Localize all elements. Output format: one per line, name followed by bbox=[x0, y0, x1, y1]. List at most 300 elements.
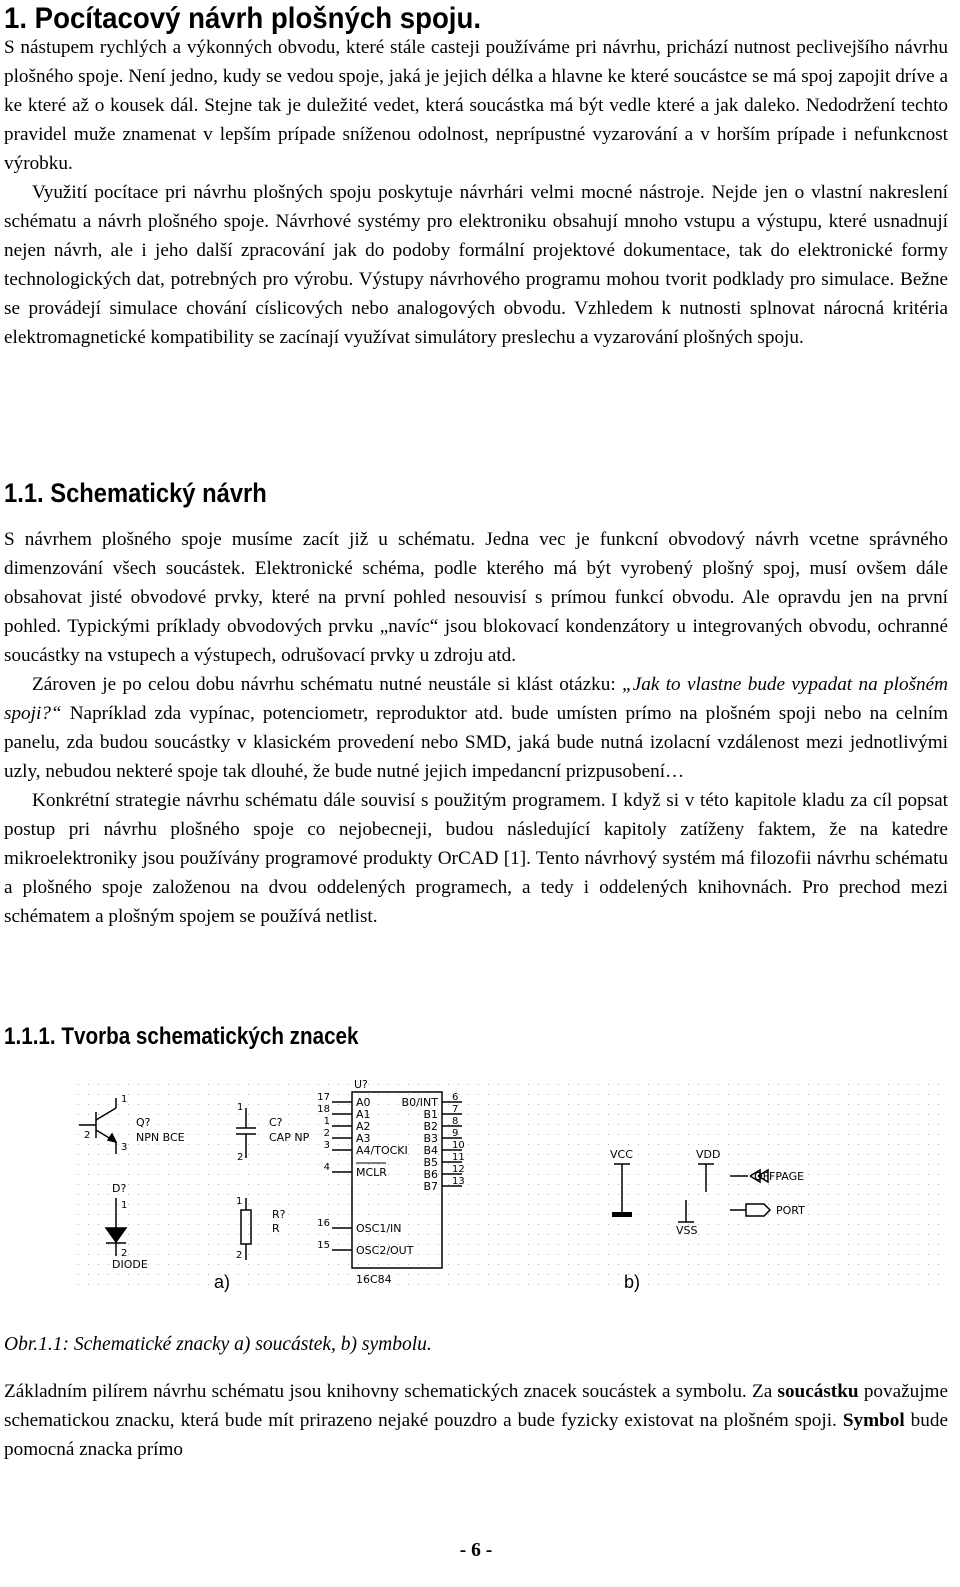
grid-dot bbox=[468, 1134, 469, 1135]
grid-dot bbox=[288, 1234, 289, 1235]
grid-dot bbox=[468, 1234, 469, 1235]
grid-dot bbox=[618, 1094, 619, 1095]
grid-dot bbox=[768, 1214, 769, 1215]
grid-dot bbox=[418, 1274, 419, 1275]
grid-dot bbox=[938, 1174, 939, 1175]
transistor-symbol bbox=[79, 1098, 116, 1154]
ic-right-pin-name: B3 bbox=[423, 1132, 438, 1145]
grid-dot bbox=[858, 1194, 859, 1195]
grid-dot bbox=[628, 1144, 629, 1145]
grid-dot bbox=[818, 1274, 819, 1275]
grid-dot bbox=[438, 1124, 439, 1125]
grid-dot bbox=[368, 1164, 369, 1165]
grid-dot bbox=[788, 1084, 789, 1085]
grid-dot bbox=[938, 1184, 939, 1185]
grid-dot bbox=[548, 1274, 549, 1275]
grid-dot bbox=[698, 1104, 699, 1105]
grid-dot bbox=[488, 1214, 489, 1215]
grid-dot bbox=[228, 1224, 229, 1225]
grid-dot bbox=[138, 1094, 139, 1095]
grid-dot bbox=[558, 1194, 559, 1195]
grid-dot bbox=[918, 1234, 919, 1235]
ic-left-pin-name: A1 bbox=[356, 1108, 371, 1121]
grid-dot bbox=[88, 1274, 89, 1275]
grid-dot bbox=[808, 1224, 809, 1225]
grid-dot bbox=[488, 1274, 489, 1275]
ic-right-pin-name: B7 bbox=[423, 1180, 438, 1193]
grid-dot bbox=[808, 1254, 809, 1255]
grid-dot bbox=[168, 1224, 169, 1225]
grid-dot bbox=[548, 1244, 549, 1245]
grid-dot bbox=[938, 1104, 939, 1105]
grid-dot bbox=[488, 1124, 489, 1125]
grid-dot bbox=[468, 1264, 469, 1265]
ic-left-pin-name: OSC2/OUT bbox=[356, 1244, 414, 1257]
grid-dot bbox=[888, 1154, 889, 1155]
grid-dot bbox=[548, 1194, 549, 1195]
grid-dot bbox=[88, 1194, 89, 1195]
grid-dot bbox=[878, 1264, 879, 1265]
grid-dot bbox=[928, 1154, 929, 1155]
grid-dot bbox=[528, 1234, 529, 1235]
grid-dot bbox=[348, 1104, 349, 1105]
grid-dot bbox=[108, 1134, 109, 1135]
grid-dot bbox=[508, 1184, 509, 1185]
grid-dot bbox=[388, 1084, 389, 1085]
grid-dot bbox=[938, 1274, 939, 1275]
grid-dot bbox=[588, 1274, 589, 1275]
section-paragraph-2 bbox=[4, 670, 948, 786]
grid-dot bbox=[938, 1254, 939, 1255]
grid-dot bbox=[288, 1154, 289, 1155]
res-value: R bbox=[272, 1222, 280, 1235]
grid-dot bbox=[768, 1184, 769, 1185]
grid-dot bbox=[798, 1114, 799, 1115]
grid-dot bbox=[538, 1164, 539, 1165]
grid-dot bbox=[668, 1154, 669, 1155]
grid-dot bbox=[528, 1254, 529, 1255]
grid-dot bbox=[578, 1274, 579, 1275]
grid-dot bbox=[698, 1134, 699, 1135]
grid-dot bbox=[308, 1264, 309, 1265]
grid-dot bbox=[298, 1154, 299, 1155]
grid-dot bbox=[878, 1094, 879, 1095]
grid-dot bbox=[498, 1204, 499, 1205]
grid-dot bbox=[868, 1164, 869, 1165]
grid-dot bbox=[818, 1084, 819, 1085]
grid-dot bbox=[468, 1204, 469, 1205]
grid-dot bbox=[558, 1164, 559, 1165]
grid-dot bbox=[868, 1154, 869, 1155]
ic-right-pin-number: 10 bbox=[452, 1140, 465, 1151]
grid-dot bbox=[898, 1254, 899, 1255]
grid-dot bbox=[338, 1234, 339, 1235]
paragraph-2-start: Zároven je po celou dobu návrhu schématu nutné neustále si klást otázku: bbox=[32, 674, 623, 695]
grid-dot bbox=[668, 1084, 669, 1085]
grid-dot bbox=[888, 1084, 889, 1085]
grid-dot bbox=[188, 1114, 189, 1115]
grid-dot bbox=[308, 1284, 309, 1285]
grid-dot bbox=[278, 1194, 279, 1195]
grid-dot bbox=[278, 1164, 279, 1165]
grid-dot bbox=[848, 1124, 849, 1125]
grid-dot bbox=[798, 1254, 799, 1255]
grid-dot bbox=[568, 1114, 569, 1115]
grid-dot bbox=[268, 1104, 269, 1105]
grid-dot bbox=[728, 1084, 729, 1085]
grid-dot bbox=[638, 1264, 639, 1265]
grid-dot bbox=[548, 1174, 549, 1175]
grid-dot bbox=[708, 1284, 709, 1285]
grid-dot bbox=[818, 1194, 819, 1195]
grid-dot bbox=[338, 1164, 339, 1165]
grid-dot bbox=[588, 1094, 589, 1095]
grid-dot bbox=[258, 1244, 259, 1245]
grid-dot bbox=[768, 1254, 769, 1255]
grid-dot bbox=[228, 1244, 229, 1245]
grid-dot bbox=[468, 1154, 469, 1155]
grid-dot bbox=[478, 1204, 479, 1205]
grid-dot bbox=[578, 1114, 579, 1115]
grid-dot bbox=[598, 1104, 599, 1105]
resistor-symbol bbox=[241, 1198, 251, 1260]
grid-dot bbox=[378, 1124, 379, 1125]
grid-dot bbox=[508, 1214, 509, 1215]
grid-dot bbox=[838, 1204, 839, 1205]
grid-dot bbox=[828, 1224, 829, 1225]
grid-dot bbox=[738, 1124, 739, 1125]
grid-dot bbox=[288, 1274, 289, 1275]
grid-dot bbox=[888, 1144, 889, 1145]
grid-dot bbox=[648, 1144, 649, 1145]
grid-dot bbox=[518, 1104, 519, 1105]
grid-dot bbox=[178, 1174, 179, 1175]
grid-dot bbox=[478, 1254, 479, 1255]
grid-dot bbox=[188, 1104, 189, 1105]
grid-dot bbox=[758, 1214, 759, 1215]
grid-dot bbox=[618, 1254, 619, 1255]
grid-dot bbox=[238, 1144, 239, 1145]
grid-dot bbox=[648, 1204, 649, 1205]
grid-dot bbox=[208, 1134, 209, 1135]
grid-dot bbox=[738, 1234, 739, 1235]
grid-dot bbox=[228, 1234, 229, 1235]
grid-dot bbox=[318, 1264, 319, 1265]
grid-dot bbox=[258, 1154, 259, 1155]
grid-dot bbox=[388, 1114, 389, 1115]
grid-dot bbox=[708, 1144, 709, 1145]
grid-dot bbox=[598, 1184, 599, 1185]
grid-dot bbox=[928, 1224, 929, 1225]
grid-dot bbox=[458, 1254, 459, 1255]
grid-dot bbox=[538, 1274, 539, 1275]
grid-dot bbox=[388, 1184, 389, 1185]
final-part-d: bude pomocná znacka prímo bbox=[4, 1410, 948, 1460]
grid-dot bbox=[758, 1094, 759, 1095]
grid-dot bbox=[778, 1134, 779, 1135]
grid-dot bbox=[588, 1234, 589, 1235]
grid-dot bbox=[288, 1224, 289, 1225]
intro-paragraph-2: Využití pocítace pri návrhu plošných spoju poskytuje návrhári velmi mocné nástroje. Nejde jen o vlastní nakreslení schématu a návrh plošného spoje. Návrhové systémy pro elektroniku obsahují mnoho vstupu a výstupu, které usnadnují nejen návrh, ale i jeho další zpracování jak do podoby formální projektové dokumentace, tak do elektronické formy technologických dat, potrebných pro výrobu. Výstupy návrhového programu mohou tvorit podklady pro simulace. Bežne se provádejí simulace chování císlicových nebo analogových obvodu. Vzhledem k nutnosti splnovat nárocná kritéria elektromagnetické kompatibility se zacínají využívat simulátory preslechu a vyzarování plošných spoju. bbox=[4, 182, 948, 348]
grid-dot bbox=[708, 1094, 709, 1095]
grid-dot bbox=[538, 1214, 539, 1215]
grid-dot bbox=[678, 1144, 679, 1145]
grid-dot bbox=[648, 1194, 649, 1195]
res-ref: R? bbox=[272, 1208, 286, 1221]
grid-dot bbox=[188, 1204, 189, 1205]
grid-dot bbox=[168, 1154, 169, 1155]
grid-dot bbox=[538, 1244, 539, 1245]
grid-dot bbox=[178, 1164, 179, 1165]
grid-dot bbox=[498, 1274, 499, 1275]
grid-dot bbox=[218, 1214, 219, 1215]
grid-dot bbox=[688, 1114, 689, 1115]
diode-pin-1: 1 bbox=[121, 1200, 128, 1211]
grid-dot bbox=[118, 1094, 119, 1095]
grid-dot bbox=[688, 1164, 689, 1165]
grid-dot bbox=[548, 1084, 549, 1085]
grid-dot bbox=[308, 1154, 309, 1155]
grid-dot bbox=[348, 1174, 349, 1175]
grid-dot bbox=[208, 1204, 209, 1205]
grid-dot bbox=[258, 1164, 259, 1165]
grid-dot bbox=[808, 1284, 809, 1285]
grid-dot bbox=[858, 1274, 859, 1275]
grid-dot bbox=[828, 1104, 829, 1105]
grid-dot bbox=[938, 1194, 939, 1195]
grid-dot bbox=[318, 1254, 319, 1255]
grid-dot bbox=[808, 1154, 809, 1155]
grid-dot bbox=[478, 1244, 479, 1245]
grid-dot bbox=[818, 1214, 819, 1215]
grid-dot bbox=[838, 1174, 839, 1175]
grid-dot bbox=[468, 1174, 469, 1175]
grid-dot bbox=[348, 1154, 349, 1155]
grid-dot bbox=[88, 1094, 89, 1095]
grid-dot bbox=[298, 1144, 299, 1145]
grid-dot bbox=[298, 1164, 299, 1165]
grid-dot bbox=[718, 1104, 719, 1105]
grid-dot bbox=[688, 1184, 689, 1185]
grid-dot bbox=[278, 1284, 279, 1285]
grid-dot bbox=[838, 1234, 839, 1235]
grid-dot bbox=[208, 1214, 209, 1215]
grid-dot bbox=[108, 1094, 109, 1095]
grid-dot bbox=[418, 1194, 419, 1195]
grid-dot bbox=[558, 1094, 559, 1095]
grid-dot bbox=[928, 1114, 929, 1115]
grid-dot bbox=[248, 1254, 249, 1255]
grid-dot bbox=[838, 1264, 839, 1265]
grid-dot bbox=[228, 1194, 229, 1195]
grid-dot bbox=[518, 1084, 519, 1085]
grid-dot bbox=[448, 1124, 449, 1125]
grid-dot bbox=[428, 1194, 429, 1195]
grid-dot bbox=[318, 1194, 319, 1195]
grid-dot bbox=[698, 1274, 699, 1275]
grid-dot bbox=[788, 1194, 789, 1195]
grid-dot bbox=[768, 1164, 769, 1165]
grid-dot bbox=[478, 1224, 479, 1225]
grid-dot bbox=[528, 1194, 529, 1195]
grid-dot bbox=[308, 1274, 309, 1275]
grid-dot bbox=[278, 1244, 279, 1245]
grid-dot bbox=[208, 1244, 209, 1245]
grid-dot bbox=[448, 1244, 449, 1245]
grid-dot bbox=[188, 1154, 189, 1155]
grid-dot bbox=[428, 1264, 429, 1265]
grid-dot bbox=[488, 1284, 489, 1285]
grid-dot bbox=[328, 1214, 329, 1215]
grid-dot bbox=[308, 1084, 309, 1085]
grid-dot bbox=[938, 1204, 939, 1205]
grid-dot bbox=[468, 1164, 469, 1165]
grid-dot bbox=[758, 1124, 759, 1125]
grid-dot bbox=[148, 1194, 149, 1195]
grid-dot bbox=[378, 1084, 379, 1085]
grid-dot bbox=[418, 1084, 419, 1085]
grid-dot bbox=[228, 1084, 229, 1085]
grid-dot bbox=[608, 1124, 609, 1125]
grid-dot bbox=[288, 1194, 289, 1195]
grid-dot bbox=[778, 1084, 779, 1085]
grid-dot bbox=[298, 1104, 299, 1105]
grid-dot bbox=[808, 1244, 809, 1245]
grid-dot bbox=[728, 1164, 729, 1165]
grid-dot bbox=[488, 1134, 489, 1135]
grid-dot bbox=[598, 1114, 599, 1115]
grid-dot bbox=[198, 1094, 199, 1095]
grid-dot bbox=[408, 1144, 409, 1145]
grid-dot bbox=[308, 1244, 309, 1245]
grid-dot bbox=[238, 1274, 239, 1275]
grid-dot bbox=[158, 1124, 159, 1125]
grid-dot bbox=[858, 1124, 859, 1125]
grid-dot bbox=[688, 1144, 689, 1145]
grid-dot bbox=[798, 1154, 799, 1155]
grid-dot bbox=[418, 1114, 419, 1115]
grid-dot bbox=[808, 1094, 809, 1095]
grid-dot bbox=[278, 1154, 279, 1155]
grid-dot bbox=[108, 1204, 109, 1205]
grid-dot bbox=[318, 1124, 319, 1125]
grid-dot bbox=[708, 1104, 709, 1105]
ic-right-pin-number: 12 bbox=[452, 1164, 465, 1175]
grid-dot bbox=[478, 1284, 479, 1285]
grid-dot bbox=[548, 1224, 549, 1225]
grid-dot bbox=[498, 1234, 499, 1235]
grid-dot bbox=[218, 1244, 219, 1245]
grid-dot bbox=[428, 1204, 429, 1205]
grid-dot bbox=[748, 1084, 749, 1085]
grid-dot bbox=[748, 1094, 749, 1095]
grid-dot bbox=[798, 1144, 799, 1145]
grid-dot bbox=[618, 1184, 619, 1185]
grid-dot bbox=[378, 1164, 379, 1165]
grid-dot bbox=[588, 1244, 589, 1245]
grid-dot bbox=[108, 1264, 109, 1265]
grid-dot bbox=[198, 1224, 199, 1225]
grid-dot bbox=[88, 1174, 89, 1175]
grid-dot bbox=[878, 1144, 879, 1145]
grid-dot bbox=[498, 1194, 499, 1195]
grid-dot bbox=[738, 1144, 739, 1145]
grid-dot bbox=[698, 1284, 699, 1285]
grid-dot bbox=[858, 1284, 859, 1285]
final-paragraph bbox=[4, 1377, 948, 1464]
grid-dot bbox=[788, 1164, 789, 1165]
grid-dot bbox=[578, 1174, 579, 1175]
grid-dot bbox=[938, 1124, 939, 1125]
grid-dot bbox=[78, 1234, 79, 1235]
grid-dot bbox=[888, 1284, 889, 1285]
grid-dot bbox=[858, 1094, 859, 1095]
grid-dot bbox=[678, 1154, 679, 1155]
grid-dot bbox=[708, 1114, 709, 1115]
grid-dot bbox=[178, 1114, 179, 1115]
grid-dot bbox=[208, 1174, 209, 1175]
grid-dot bbox=[638, 1194, 639, 1195]
grid-dot bbox=[588, 1084, 589, 1085]
grid-dot bbox=[418, 1124, 419, 1125]
grid-dot bbox=[668, 1144, 669, 1145]
grid-dot bbox=[798, 1234, 799, 1235]
grid-dot bbox=[878, 1184, 879, 1185]
grid-dot bbox=[738, 1164, 739, 1165]
grid-dot bbox=[618, 1124, 619, 1125]
grid-dot bbox=[898, 1204, 899, 1205]
grid-dot bbox=[648, 1134, 649, 1135]
grid-dot bbox=[248, 1154, 249, 1155]
grid-dot bbox=[798, 1194, 799, 1195]
grid-dot bbox=[148, 1264, 149, 1265]
grid-dot bbox=[558, 1214, 559, 1215]
grid-dot bbox=[138, 1284, 139, 1285]
grid-dot bbox=[88, 1154, 89, 1155]
grid-dot bbox=[888, 1264, 889, 1265]
grid-dot bbox=[928, 1144, 929, 1145]
grid-dot bbox=[858, 1144, 859, 1145]
grid-dot bbox=[918, 1204, 919, 1205]
grid-dot bbox=[848, 1174, 849, 1175]
grid-dot bbox=[738, 1134, 739, 1135]
grid-dot bbox=[698, 1194, 699, 1195]
grid-dot bbox=[908, 1194, 909, 1195]
grid-dot bbox=[708, 1254, 709, 1255]
grid-dot bbox=[858, 1154, 859, 1155]
grid-dot bbox=[238, 1124, 239, 1125]
grid-dot bbox=[138, 1234, 139, 1235]
grid-dot bbox=[908, 1124, 909, 1125]
grid-dot bbox=[708, 1124, 709, 1125]
grid-dot bbox=[518, 1124, 519, 1125]
grid-dot bbox=[138, 1104, 139, 1105]
grid-dot bbox=[248, 1184, 249, 1185]
grid-dot bbox=[508, 1234, 509, 1235]
grid-dot bbox=[928, 1254, 929, 1255]
grid-dot bbox=[198, 1184, 199, 1185]
grid-dot bbox=[348, 1144, 349, 1145]
grid-dot bbox=[288, 1204, 289, 1205]
grid-dot bbox=[528, 1134, 529, 1135]
grid-dot bbox=[408, 1234, 409, 1235]
grid-dot bbox=[808, 1104, 809, 1105]
grid-dot bbox=[808, 1184, 809, 1185]
grid-dot bbox=[298, 1094, 299, 1095]
grid-dot bbox=[678, 1084, 679, 1085]
grid-dot bbox=[908, 1084, 909, 1085]
grid-dot bbox=[518, 1094, 519, 1095]
